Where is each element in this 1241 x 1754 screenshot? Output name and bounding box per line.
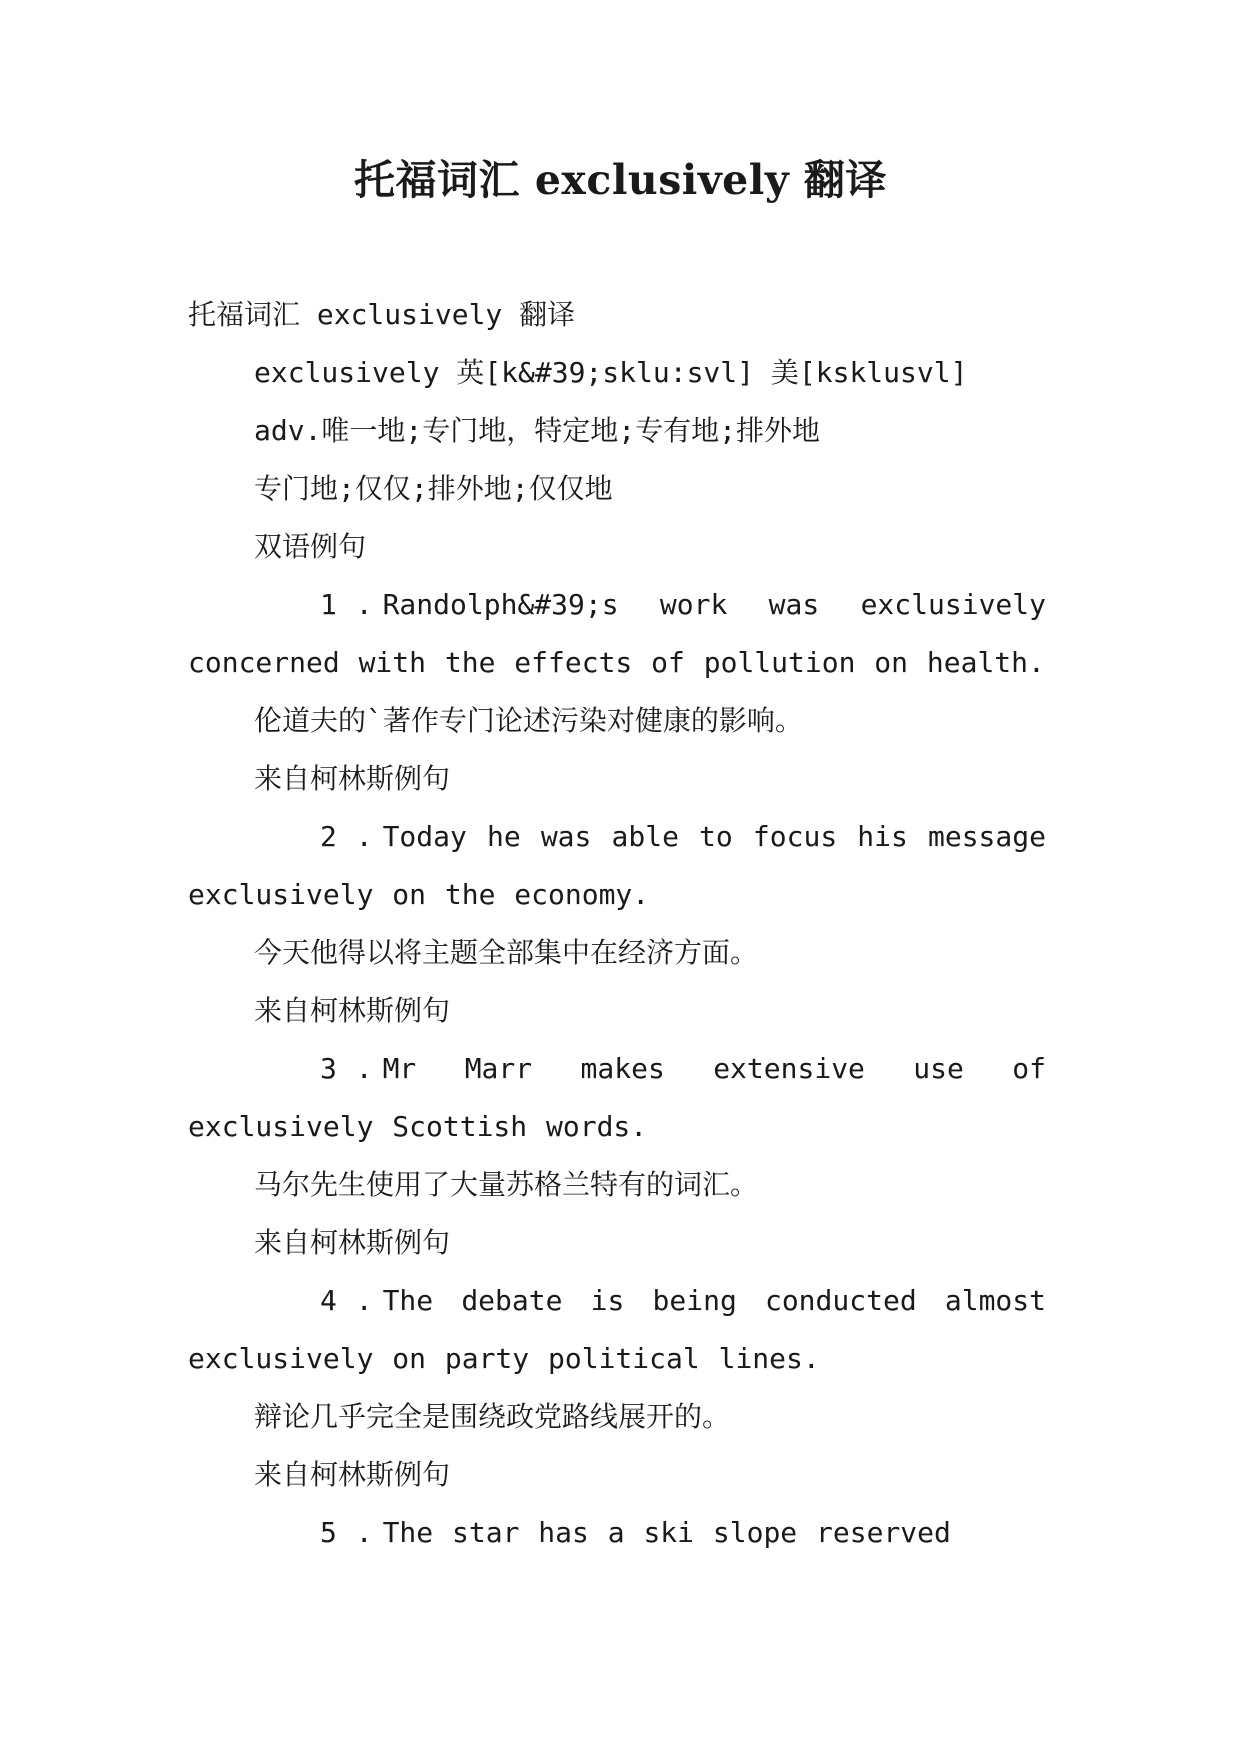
example-en bbox=[188, 1272, 1046, 1388]
pronunciation: exclusively 英[k&#39;sklu:svl] 美[ksklusvl] bbox=[254, 356, 968, 389]
example-number: 5 . bbox=[320, 1516, 373, 1549]
example-en-text: Today he was able to focus his message exclusively on the economy. bbox=[188, 820, 1046, 911]
document-body bbox=[188, 286, 1046, 1562]
example-source: 来自柯林斯例句 bbox=[254, 994, 451, 1027]
example-zh: 马尔先生使用了大量苏格兰特有的词汇。 bbox=[254, 1168, 759, 1201]
example-en-text: Randolph&#39;s work was exclusively concerned with the effects of pollution on health. bbox=[188, 588, 1046, 679]
document-title: 托福词汇 exclusively 翻译 bbox=[354, 156, 887, 204]
example-number: 3 . bbox=[320, 1052, 373, 1085]
definition-secondary: 专门地;仅仅;排外地;仅仅地 bbox=[254, 472, 613, 505]
example-en-text: Mr Marr makes extensive use of exclusively Scottish words. bbox=[188, 1052, 1046, 1143]
example-en bbox=[188, 576, 1046, 692]
example-source: 来自柯林斯例句 bbox=[254, 1458, 451, 1491]
example-zh: 今天他得以将主题全部集中在经济方面。 bbox=[254, 936, 759, 969]
example-en-text: The star has a ski slope reserved bbox=[382, 1516, 951, 1549]
example-number: 1 . bbox=[320, 588, 373, 621]
example-en bbox=[188, 808, 1046, 924]
example-zh: 伦道夫的`著作专门论述污染对健康的影响。 bbox=[254, 704, 803, 737]
definition-adv: adv.唯一地;专门地，特定地;专有地;排外地 bbox=[254, 414, 821, 447]
example-source: 来自柯林斯例句 bbox=[254, 762, 451, 795]
section-label-bilingual-examples: 双语例句 bbox=[254, 530, 367, 563]
intro-heading: 托福词汇 exclusively 翻译 bbox=[188, 298, 576, 331]
example-en bbox=[188, 1504, 1046, 1562]
example-en-text: The debate is being conducted almost exclusively on party political lines. bbox=[188, 1284, 1046, 1375]
example-number: 2 . bbox=[320, 820, 373, 853]
example-zh: 辩论几乎完全是围绕政党路线展开的。 bbox=[254, 1400, 731, 1433]
example-number: 4 . bbox=[320, 1284, 373, 1317]
example-en bbox=[188, 1040, 1046, 1156]
example-source: 来自柯林斯例句 bbox=[254, 1226, 451, 1259]
